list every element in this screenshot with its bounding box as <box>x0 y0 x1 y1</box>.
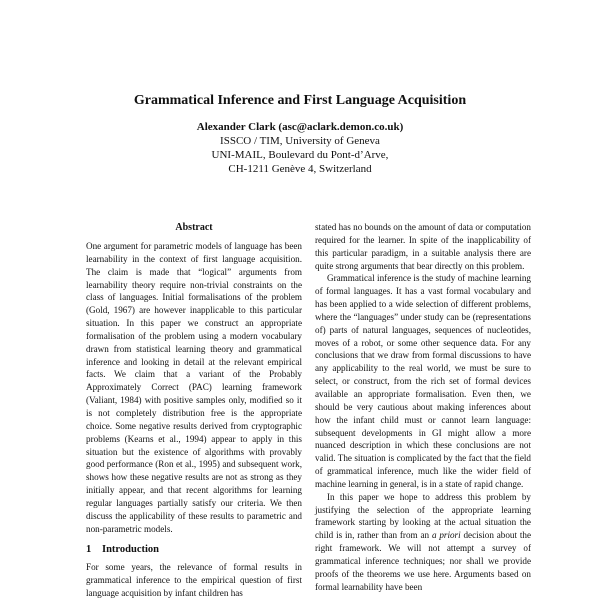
right-paragraph-3-italic: a priori <box>431 530 461 541</box>
author-block <box>0 120 600 176</box>
section-title: Introduction <box>102 544 159 556</box>
affiliation-line-1: ISSCO / TIM, University of Geneva <box>220 135 380 147</box>
abstract-text: One argument for parametric models of language has been learnability in the context of first language acquisition. The claim is made that “logical” arguments from learnability theory require non-trivial constraints on the class of languages. Initial formalisations of the problem (Gold, 1967) are however inapplicable to this particular situation. In this paper we construct an appropriate formalisation of the problem using a modern vocabulary drawn from statistical learning theory and grammatical inference and looking in detail at the relevant empirical facts. We claim that a variant of the Probably Approximately Correct (PAC) learning framework (Valiant, 1984) with positive samples only, modified so it is not completely distribution free is the appropriate choice. Some negative results derived from cryptographic problems (Kearns et al., 1994) appear to apply in this situation but the existence of algorithms with provably good performance (Ron et al., 1995) and subsequent work, shows how these negative results are not as strong as they initially appear, and that recent algorithms for learning regular languages partially satisfy our criteria. We then discuss the applicability of these results to parametric and non-parametric models. <box>86 241 302 534</box>
affiliation-line-2: UNI-MAIL, Boulevard du Pont-d’Arve, <box>211 149 389 161</box>
right-paragraph-3 <box>315 491 531 594</box>
right-paragraph-1: stated has no bounds on the amount of data or computation required for the learner. In spite of the inapplicability of this particular paradigm, in a suitable analysis there are quite strong arguments that bear directly on this problem. <box>315 222 531 271</box>
affiliation-line-3: CH-1211 Genève 4, Switzerland <box>228 163 372 175</box>
section-heading-introduction <box>86 543 302 557</box>
right-paragraph-3-end: decision about the right framework. We will not attempt a survey of grammatical inference techniques; nor shall we provide proofs of the theorems we use here. Arguments based on formal learnability have been <box>315 530 531 592</box>
right-paragraph-2: Grammatical inference is the study of machine learning of formal languages. It has a vast formal vocabulary and has been applied to a wide selection of different problems, where the “languages” under study can be (representations of) parts of natural languages, sequences of nucleotides, moves of a robot, or some other sequence data. For any conclusions that we draw from formal discussions to have any applicability to the real world, we must be sure to select, or construct, from the rich set of formal devices available an appropriate formalisation. Even then, we should be very cautious about making inferences about how the infant child must or cannot learn language: subsequent developments in GI might allow a more nuanced description in which these conclusions are not valid. The situation is complicated by the fact that the field of grammatical inference, much like the wider field of machine learning in general, is in a state of rapid change. <box>315 273 531 489</box>
abstract-heading: Abstract <box>175 222 213 233</box>
introduction-text: For some years, the relevance of formal results in grammatical inference to the empirical question of first language acquisition by infant children has <box>86 562 302 599</box>
section-number: 1 <box>86 544 92 556</box>
left-column <box>86 221 302 600</box>
author-line: Alexander Clark (asc@aclark.demon.co.uk) <box>196 121 404 133</box>
right-column <box>315 221 531 593</box>
paper-title: Grammatical Inference and First Language Acquisition <box>133 93 467 108</box>
right-paragraph-3-start: In this paper we hope to address this problem by justifying the selection of the appropriate learning framework starting by looking at the actual situation the child is in, rather than from an <box>315 491 531 541</box>
